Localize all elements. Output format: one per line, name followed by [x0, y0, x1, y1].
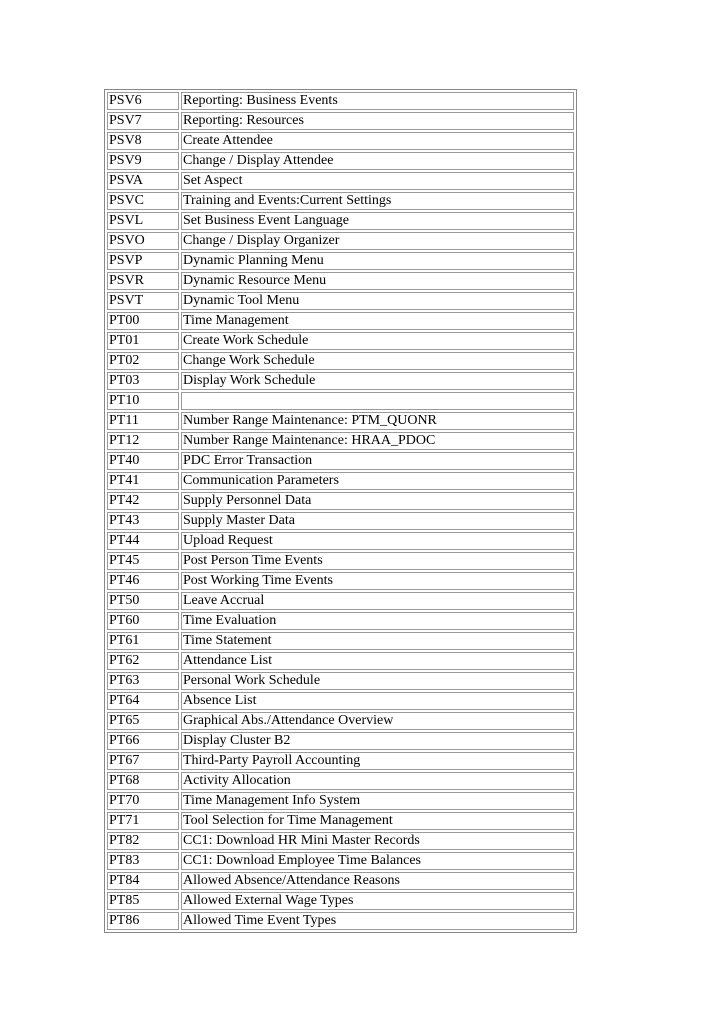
transaction-code-cell: PT12: [107, 432, 179, 450]
table-row: [107, 472, 574, 490]
table-row: [107, 792, 574, 810]
transaction-description-cell: Activity Allocation: [181, 772, 574, 790]
transaction-code-cell: PT63: [107, 672, 179, 690]
transaction-description-cell: Upload Request: [181, 532, 574, 550]
transaction-code-cell: PT50: [107, 592, 179, 610]
transaction-description-cell: Dynamic Tool Menu: [181, 292, 574, 310]
transaction-description-cell: Display Work Schedule: [181, 372, 574, 390]
table-row: [107, 872, 574, 890]
transaction-description-cell: Time Evaluation: [181, 612, 574, 630]
table-row: [107, 172, 574, 190]
table-row: [107, 412, 574, 430]
transaction-description-cell: Change / Display Attendee: [181, 152, 574, 170]
transaction-code-cell: PT66: [107, 732, 179, 750]
transaction-description-cell: Create Work Schedule: [181, 332, 574, 350]
transaction-description-cell: Post Person Time Events: [181, 552, 574, 570]
table-row: [107, 732, 574, 750]
transaction-code-cell: PSVL: [107, 212, 179, 230]
transaction-description-cell: Set Aspect: [181, 172, 574, 190]
transaction-description-cell: Attendance List: [181, 652, 574, 670]
transaction-description-cell: Allowed Absence/Attendance Reasons: [181, 872, 574, 890]
table-row: [107, 352, 574, 370]
table-row: [107, 812, 574, 830]
transaction-code-cell: PT03: [107, 372, 179, 390]
transaction-description-cell: Supply Personnel Data: [181, 492, 574, 510]
table-row: [107, 652, 574, 670]
table-row: [107, 852, 574, 870]
table-row: [107, 212, 574, 230]
transaction-code-table: [104, 89, 577, 933]
transaction-code-cell: PT46: [107, 572, 179, 590]
table-row: [107, 232, 574, 250]
transaction-description-cell: Reporting: Business Events: [181, 92, 574, 110]
transaction-code-cell: PSVR: [107, 272, 179, 290]
table-row: [107, 312, 574, 330]
table-row: [107, 712, 574, 730]
table-row: [107, 392, 574, 410]
table-row: [107, 292, 574, 310]
transaction-description-cell: Number Range Maintenance: PTM_QUONR: [181, 412, 574, 430]
transaction-code-cell: PT02: [107, 352, 179, 370]
transaction-code-cell: PSVA: [107, 172, 179, 190]
table-row: [107, 332, 574, 350]
transaction-code-cell: PT11: [107, 412, 179, 430]
transaction-description-cell: Display Cluster B2: [181, 732, 574, 750]
table-row: [107, 532, 574, 550]
transaction-description-cell: [181, 392, 574, 410]
table-row: [107, 112, 574, 130]
transaction-code-cell: PSV6: [107, 92, 179, 110]
transaction-code-cell: PSV9: [107, 152, 179, 170]
transaction-description-cell: Personal Work Schedule: [181, 672, 574, 690]
transaction-code-cell: PT70: [107, 792, 179, 810]
transaction-code-cell: PT45: [107, 552, 179, 570]
transaction-description-cell: Allowed External Wage Types: [181, 892, 574, 910]
table-row: [107, 832, 574, 850]
transaction-description-cell: PDC Error Transaction: [181, 452, 574, 470]
transaction-code-cell: PT42: [107, 492, 179, 510]
table-row: [107, 272, 574, 290]
transaction-code-table-wrapper: [104, 89, 577, 933]
transaction-description-cell: Reporting: Resources: [181, 112, 574, 130]
table-row: [107, 492, 574, 510]
transaction-description-cell: Training and Events:Current Settings: [181, 192, 574, 210]
transaction-description-cell: Change Work Schedule: [181, 352, 574, 370]
transaction-description-cell: Absence List: [181, 692, 574, 710]
transaction-code-cell: PT65: [107, 712, 179, 730]
transaction-code-cell: PSV8: [107, 132, 179, 150]
transaction-description-cell: Time Management Info System: [181, 792, 574, 810]
table-row: [107, 592, 574, 610]
transaction-code-cell: PT44: [107, 532, 179, 550]
table-row: [107, 552, 574, 570]
transaction-description-cell: Time Statement: [181, 632, 574, 650]
transaction-description-cell: CC1: Download HR Mini Master Records: [181, 832, 574, 850]
transaction-code-cell: PT83: [107, 852, 179, 870]
table-row: [107, 132, 574, 150]
transaction-code-cell: PT40: [107, 452, 179, 470]
transaction-description-cell: Set Business Event Language: [181, 212, 574, 230]
transaction-code-cell: PT10: [107, 392, 179, 410]
transaction-code-cell: PT01: [107, 332, 179, 350]
transaction-description-cell: Dynamic Planning Menu: [181, 252, 574, 270]
table-row: [107, 912, 574, 930]
transaction-code-cell: PT85: [107, 892, 179, 910]
transaction-code-cell: PSV7: [107, 112, 179, 130]
table-row: [107, 152, 574, 170]
table-row: [107, 692, 574, 710]
transaction-description-cell: CC1: Download Employee Time Balances: [181, 852, 574, 870]
transaction-description-cell: Graphical Abs./Attendance Overview: [181, 712, 574, 730]
transaction-code-cell: PT60: [107, 612, 179, 630]
table-row: [107, 372, 574, 390]
table-row: [107, 752, 574, 770]
transaction-description-cell: Dynamic Resource Menu: [181, 272, 574, 290]
transaction-code-cell: PSVO: [107, 232, 179, 250]
transaction-code-cell: PT62: [107, 652, 179, 670]
transaction-code-cell: PT64: [107, 692, 179, 710]
table-row: [107, 612, 574, 630]
table-row: [107, 632, 574, 650]
transaction-code-cell: PT71: [107, 812, 179, 830]
transaction-code-cell: PT84: [107, 872, 179, 890]
transaction-description-cell: Create Attendee: [181, 132, 574, 150]
table-row: [107, 192, 574, 210]
table-row: [107, 672, 574, 690]
transaction-description-cell: Supply Master Data: [181, 512, 574, 530]
transaction-description-cell: Change / Display Organizer: [181, 232, 574, 250]
table-row: [107, 892, 574, 910]
transaction-code-cell: PT86: [107, 912, 179, 930]
transaction-code-cell: PT41: [107, 472, 179, 490]
transaction-code-cell: PSVT: [107, 292, 179, 310]
table-body: [107, 92, 574, 930]
transaction-code-cell: PT00: [107, 312, 179, 330]
transaction-code-cell: PSVC: [107, 192, 179, 210]
transaction-description-cell: Leave Accrual: [181, 592, 574, 610]
transaction-description-cell: Tool Selection for Time Management: [181, 812, 574, 830]
transaction-code-cell: PSVP: [107, 252, 179, 270]
table-row: [107, 572, 574, 590]
table-row: [107, 92, 574, 110]
transaction-code-cell: PT67: [107, 752, 179, 770]
transaction-description-cell: Third-Party Payroll Accounting: [181, 752, 574, 770]
transaction-code-cell: PT61: [107, 632, 179, 650]
transaction-code-cell: PT43: [107, 512, 179, 530]
transaction-code-cell: PT68: [107, 772, 179, 790]
transaction-description-cell: Time Management: [181, 312, 574, 330]
transaction-description-cell: Allowed Time Event Types: [181, 912, 574, 930]
table-row: [107, 772, 574, 790]
table-row: [107, 432, 574, 450]
table-row: [107, 512, 574, 530]
transaction-description-cell: Number Range Maintenance: HRAA_PDOC: [181, 432, 574, 450]
table-row: [107, 252, 574, 270]
transaction-description-cell: Post Working Time Events: [181, 572, 574, 590]
transaction-description-cell: Communication Parameters: [181, 472, 574, 490]
table-row: [107, 452, 574, 470]
transaction-code-cell: PT82: [107, 832, 179, 850]
